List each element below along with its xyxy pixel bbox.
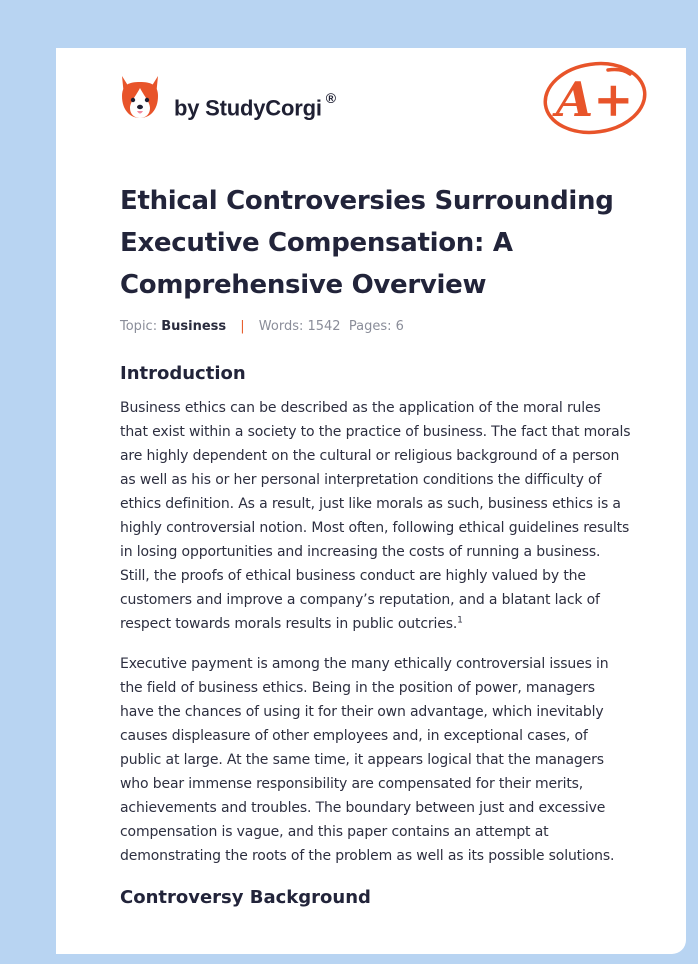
brand-text: by StudyCorgi xyxy=(174,95,322,121)
topic-value[interactable]: Business xyxy=(161,319,227,334)
intro-paragraph-1 xyxy=(120,396,632,636)
section-heading-controversy-background: Controversy Background xyxy=(120,887,371,908)
grade-badge-icon xyxy=(538,58,648,138)
brand-name[interactable] xyxy=(174,90,336,121)
page-count: Pages: 6 xyxy=(348,319,404,334)
paper-meta xyxy=(120,318,632,336)
grade-text: A+ xyxy=(556,72,634,128)
registered-mark: ® xyxy=(325,90,336,106)
intro-paragraph-2: Executive payment is among the many ethically controversial issues in the field of business ethics. Being in the position of power, managers have the chances of using it for their own advantage, which inevitably causes displeasure of other employees and, in exceptional cases, of public at large. At the same time, it appears logical that the managers who bear immense responsibility are compensated for their merits, achievements and troubles. The boundary between just and excessive compensation is vague, and this paper contains an attempt at demonstrating the roots of the problem as well as its possible solutions. xyxy=(120,656,615,864)
meta-separator: | xyxy=(240,319,245,334)
topic-label: Topic: xyxy=(120,319,158,334)
corgi-logo-icon xyxy=(118,74,162,122)
document-page xyxy=(56,48,686,954)
header xyxy=(56,48,686,168)
paper-title: Ethical Controversies Surrounding Executive Compensation: A Comprehensive Overview xyxy=(120,186,614,300)
word-count: Words: 1542 xyxy=(258,319,341,334)
section-heading-introduction: Introduction xyxy=(120,363,246,384)
intro-paragraph-1-text: Business ethics can be described as the application of the moral rules that exist within a society to the practice of business. The fact that morals are highly dependent on the cultural or religious background of a person as well as his or her personal interpretation conditions the difficulty of ethics definition. As a result, just like morals as such, business ethics is a highly controversial notion. Most often, following ethical guidelines results in losing opportunities and increasing the costs of running a business. Still, the proofs of ethical business conduct are highly valued by the customers and improve a company’s reputation, and a blatant lack of respect towards morals results in public outcries. xyxy=(120,400,631,632)
footnote-marker[interactable]: 1 xyxy=(457,615,463,626)
paper-content xyxy=(120,180,632,910)
